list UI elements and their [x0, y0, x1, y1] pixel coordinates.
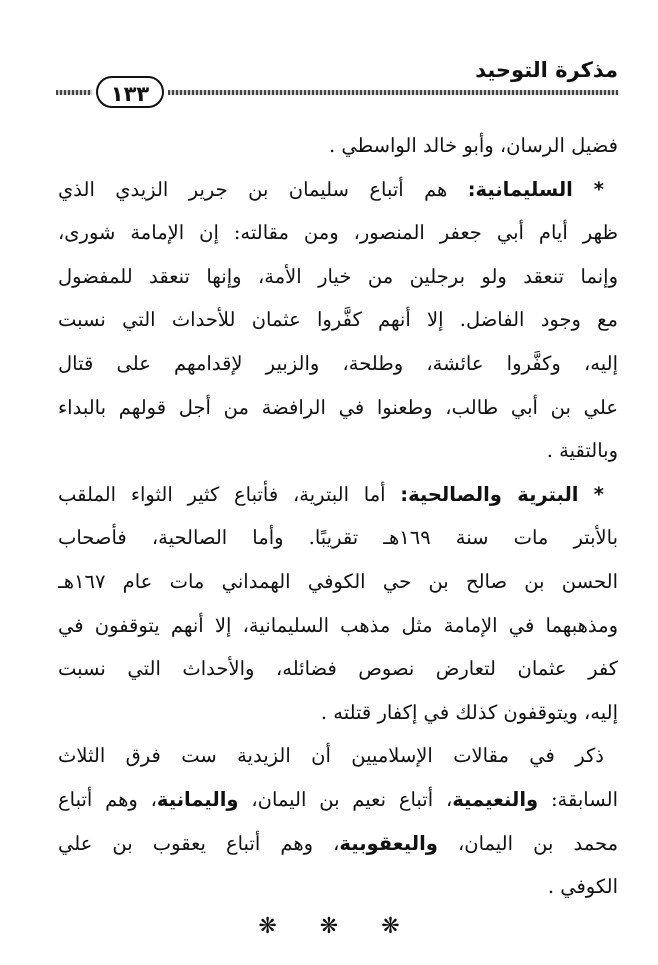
fleuron-icon: ❋ — [381, 914, 400, 939]
text-line — [58, 124, 618, 168]
text-run: ومذهبهما في الإمامة مثل مذهب السليمانية، إلا أنهم يتوقفون في — [58, 613, 618, 637]
text-run: هم أتباع سليمان بن جرير الزيدي الذي — [58, 177, 468, 201]
text-line — [58, 298, 618, 342]
section-separator — [0, 914, 658, 939]
text-run: إليه، ويتوقفون كذلك في إكفار قتلته . — [320, 700, 618, 724]
text-line — [58, 386, 618, 430]
text-line — [58, 342, 618, 386]
page-header — [56, 52, 618, 112]
header-rule — [168, 90, 618, 95]
text-line — [58, 604, 618, 648]
text-run: وإنما تنعقد ولو برجلين من خيار الأمة، وإنها تنعقد للمفضول — [58, 264, 618, 288]
text-run: محمد بن اليمان، — [437, 831, 619, 855]
page-number: ١٣٣ — [96, 76, 164, 108]
book-title: مذكرة التوحيد — [475, 58, 618, 82]
bold-term: واليمانية — [156, 787, 239, 811]
header-rule-left — [56, 90, 92, 95]
text-run: كفر عثمان لتعارض نصوص فضائله، والأحداث التي نسبت — [58, 657, 618, 681]
page-body — [58, 124, 618, 909]
text-line — [58, 211, 618, 255]
text-run: ذكر في مقالات الإسلاميين أن الزيدية ست فرق الثلاث — [58, 744, 604, 768]
fleuron-icon: ❋ — [258, 914, 277, 939]
text-line — [58, 516, 618, 560]
text-run: الحسن بن صالح بن حي الكوفي الهمداني مات عام ١٦٧هـ — [58, 569, 618, 593]
text-line — [58, 429, 618, 473]
text-line — [58, 865, 618, 909]
text-run: بالأبتر مات سنة ١٦٩هـ تقريبًا. وأما الصالحية، فأصحاب — [58, 526, 619, 550]
text-line — [58, 734, 618, 778]
bold-term: * البترية والصالحية: — [400, 482, 604, 506]
bold-term: * السليمانية: — [467, 177, 605, 201]
text-run: السابقة: — [538, 787, 618, 811]
text-run: وبالتقية . — [546, 439, 618, 463]
text-run: ، وهم أتباع — [58, 787, 157, 811]
text-run: إليه، وكفَّروا عائشة، وطلحة، والزبير لإقدامهم على قتال — [58, 351, 618, 375]
text-run: علي بن أبي طالب، وطعنوا في الرافضة من أجل قولهم بالبداء — [58, 395, 618, 419]
bold-term: والنعيمية — [452, 787, 539, 811]
text-line — [58, 647, 618, 691]
text-run: أما البترية، فأتباع كثير الثواء الملقب — [58, 482, 401, 506]
text-run: الكوفي . — [547, 875, 618, 899]
text-line — [58, 168, 618, 212]
text-line — [58, 778, 618, 822]
bold-term: واليعقوبية — [339, 831, 438, 855]
text-run: فضيل الرسان، وأبو خالد الواسطي . — [328, 134, 618, 157]
text-line — [58, 691, 618, 735]
text-run: مع وجود الفاضل. إلا أنهم كفَّروا عثمان للأحداث التي نسبت — [58, 308, 618, 332]
text-run: ظهر أيام أبي جعفر المنصور، ومن مقالته: إن الإمامة شورى، — [58, 221, 618, 245]
text-line — [58, 473, 618, 517]
text-line — [58, 822, 618, 866]
fleuron-icon: ❋ — [319, 914, 339, 939]
text-line — [58, 560, 618, 604]
text-run: ، وهم أتباع يعقوب بن علي — [58, 831, 340, 855]
text-run: ، أتباع نعيم بن اليمان، — [238, 787, 453, 811]
text-line — [58, 255, 618, 299]
